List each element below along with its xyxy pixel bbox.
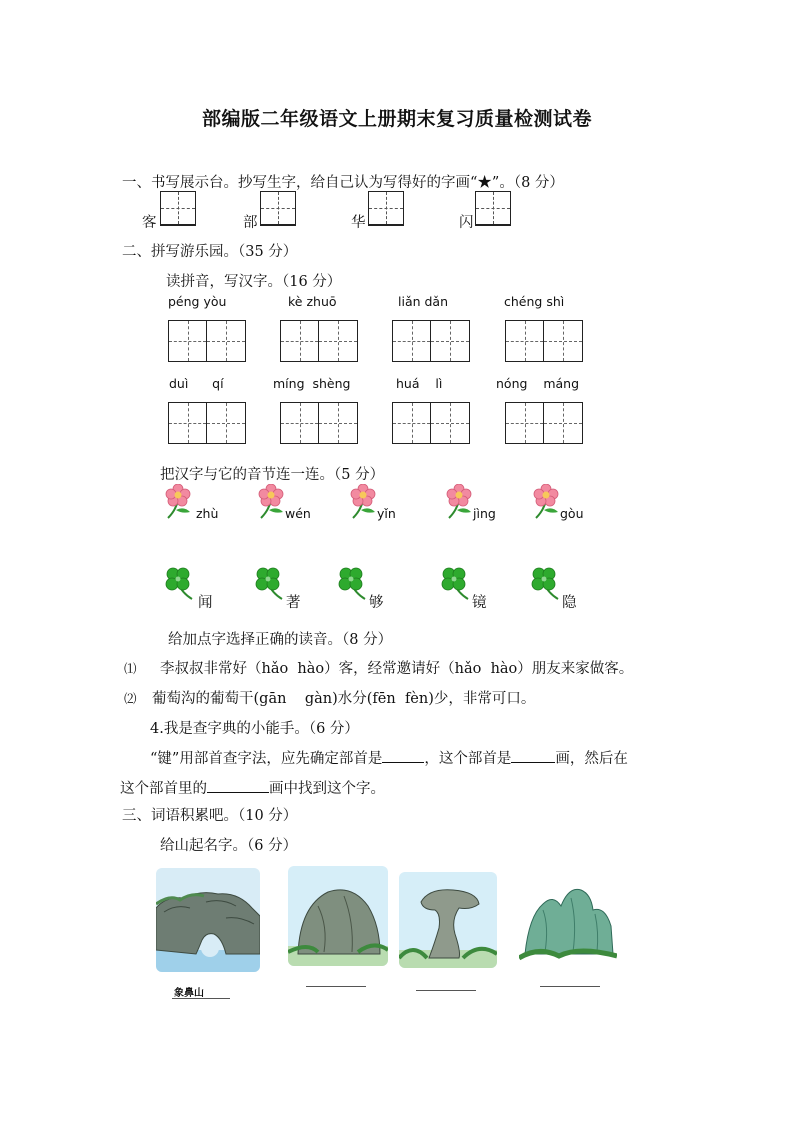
pinyin-option-4: jìng — [473, 506, 496, 521]
blank-stroke-count[interactable] — [511, 762, 555, 763]
q3-item-1-text: 李叔叔非常好（hǎo hào）客，经常邀请好（hǎo hào）朋友来家做客。 — [160, 661, 634, 677]
writing-cell-2[interactable] — [260, 191, 296, 225]
section-3-heading: 三、词语积累吧。（10 分） — [122, 808, 298, 824]
elephant-trunk-hill-image — [156, 868, 260, 972]
answer-box-3[interactable] — [392, 320, 470, 362]
clover-item-3[interactable] — [335, 565, 384, 611]
flower-icon — [347, 484, 381, 520]
pinyin-1: péng yòu — [168, 294, 227, 309]
copy-char-3: 华 — [351, 215, 366, 231]
answer-box-1[interactable] — [168, 320, 246, 362]
mountain-caption-1: 象鼻山 — [174, 988, 204, 999]
pinyin-2: kè zhuō — [288, 294, 337, 309]
q4-line-2 — [120, 777, 385, 798]
q4-text-2: ，这个部首是 — [424, 751, 512, 767]
q4-text-3: 画，然后在 — [555, 751, 628, 767]
mountain-image-3 — [399, 872, 497, 968]
answer-box-5[interactable] — [168, 402, 246, 444]
answer-box-4[interactable] — [505, 320, 583, 362]
clover-item-4[interactable] — [438, 565, 487, 611]
writing-underline-1 — [160, 225, 196, 226]
char-option-4: 镜 — [472, 595, 487, 611]
flower-icon — [255, 484, 289, 520]
mountain-picture-1 — [156, 868, 260, 972]
clover-icon — [162, 565, 196, 601]
pinyin-option-5: gòu — [560, 506, 584, 521]
caption-underline-4 — [540, 986, 600, 987]
writing-cell-4[interactable] — [475, 191, 511, 225]
mountain-image-2 — [288, 866, 388, 966]
q3-label: 给加点字选择正确的读音。（8 分） — [168, 632, 393, 648]
pinyin-7: huá lì — [396, 376, 443, 391]
section-1-heading: 一、书写展示台。抄写生字，给自己认为写得好的字画“★”。（8 分） — [122, 175, 564, 191]
section-2-heading: 二、拼写游乐园。（35 分） — [122, 244, 298, 260]
q3-item-2-text: 葡萄沟的葡萄干(gān gàn)水分(fēn fèn)少，非常可口。 — [152, 691, 536, 707]
writing-cell-1[interactable] — [160, 191, 196, 225]
flower-icon — [162, 484, 196, 520]
mountain-picture-3 — [399, 872, 497, 968]
copy-char-4: 闪 — [459, 215, 474, 231]
clover-item-1[interactable] — [162, 565, 213, 611]
pinyin-option-1: zhù — [196, 506, 219, 521]
writing-cell-3[interactable] — [368, 191, 404, 225]
flower-icon — [443, 484, 477, 520]
char-option-1: 闻 — [198, 595, 213, 611]
answer-box-2[interactable] — [280, 320, 358, 362]
pinyin-option-3: yǐn — [377, 506, 396, 521]
page-title: 部编版二年级语文上册期末复习质量检测试卷 — [201, 108, 592, 130]
writing-underline-2 — [260, 225, 296, 226]
char-option-3: 够 — [369, 595, 384, 611]
q2-label: 把汉字与它的音节连一连。（5 分） — [160, 467, 385, 483]
caption-underline-2 — [306, 986, 366, 987]
clover-item-5[interactable] — [528, 565, 577, 611]
flower-item-5[interactable] — [530, 484, 584, 524]
q1-label: 读拼音，写汉字。（16 分） — [166, 274, 342, 290]
answer-box-8[interactable] — [505, 402, 583, 444]
clover-icon — [528, 565, 562, 601]
q4-text-5: 画中找到这个字。 — [269, 781, 385, 797]
answer-box-7[interactable] — [392, 402, 470, 444]
mountain-picture-4 — [519, 866, 617, 966]
flower-icon — [530, 484, 564, 520]
blank-radical[interactable] — [382, 762, 424, 763]
clover-icon — [252, 565, 286, 601]
flower-item-1[interactable] — [162, 484, 219, 524]
copy-char-2: 部 — [243, 215, 258, 231]
caption-underline-3 — [416, 990, 476, 991]
clover-icon — [438, 565, 472, 601]
clover-item-2[interactable] — [252, 565, 301, 611]
q4-text-4: 这个部首里的 — [120, 781, 207, 797]
blank-remaining-strokes[interactable] — [207, 792, 269, 793]
pinyin-option-2: wén — [285, 506, 311, 521]
flower-item-3[interactable] — [347, 484, 396, 524]
clover-icon — [335, 565, 369, 601]
caption-underline-1 — [172, 998, 230, 999]
q3-item-2-num: ⑵ — [124, 691, 137, 706]
pinyin-5: duì qí — [169, 376, 224, 391]
char-option-5: 隐 — [562, 595, 577, 611]
pinyin-8: nóng máng — [496, 376, 580, 391]
q3-item-1-num: ⑴ — [124, 661, 137, 676]
writing-underline-3 — [368, 225, 404, 226]
pinyin-6: míng shèng — [273, 376, 351, 391]
pinyin-4: chéng shì — [504, 294, 565, 309]
mountain-image-4 — [519, 866, 617, 966]
char-option-2: 著 — [286, 595, 301, 611]
flower-item-2[interactable] — [255, 484, 311, 524]
q4-text-1: “键”用部首查字法，应先确定部首是 — [150, 751, 383, 767]
pinyin-3: liǎn dǎn — [398, 294, 449, 309]
flower-item-4[interactable] — [443, 484, 496, 524]
writing-underline-4 — [475, 225, 511, 226]
q4-line-1 — [150, 747, 628, 768]
q4-label: 4.我是查字典的小能手。（6 分） — [150, 721, 359, 737]
s3-q1-label: 给山起名字。（6 分） — [160, 838, 298, 854]
mountain-picture-2 — [288, 866, 388, 966]
copy-char-1: 客 — [142, 215, 157, 231]
answer-box-6[interactable] — [280, 402, 358, 444]
